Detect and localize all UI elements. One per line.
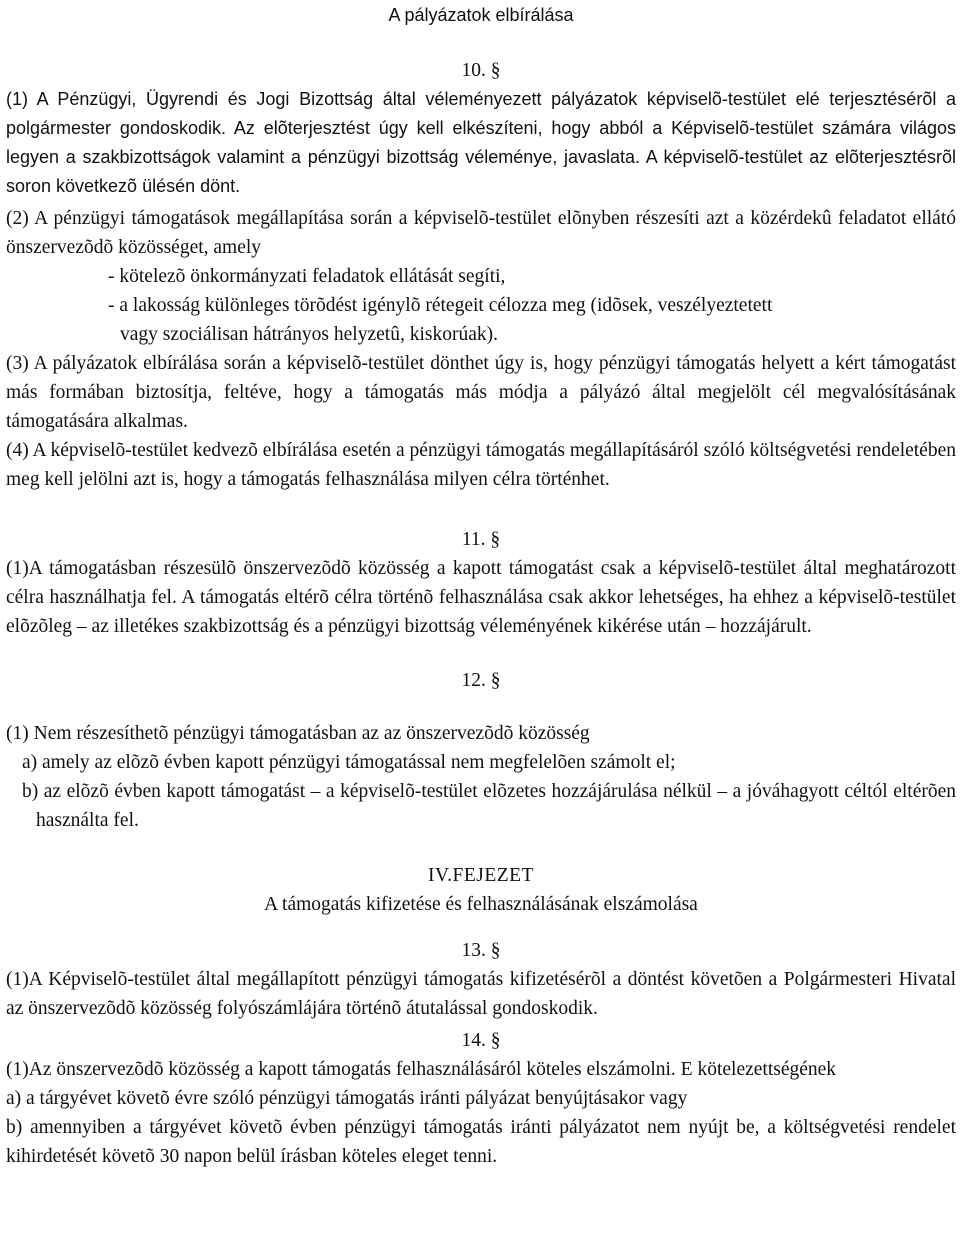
section-10-paragraph-3: (3) A pályázatok elbírálása során a képviselõ-testület dönthet úgy is, hogy pénzügyi támogatás helyett a kért támogatást más formában biztosítja, feltéve, hogy a támogatás más módja a pályázó által megjelölt cél megvalósításának támogatására alkalmas. xyxy=(6,353,956,432)
section-11-paragraph-1: (1)A támogatásban részesülõ önszervezõdõ közösség a kapott támogatást csak a képviselõ-testület által meghatározott célra használhatja fel. A támogatás eltérõ célra történõ felhasználása csak akkor lehetséges, ha ehhez a képviselõ-testület elõzõleg – az illetékes szakbizottság és a pénzügyi bizottság véleményének kikérése után – hozzájárult. xyxy=(6,558,956,637)
section-13-title: 13. § xyxy=(461,940,501,961)
section-10-bullet-2-cont: vagy szociálisan hátrányos helyzetû, kiskorúak). xyxy=(120,324,498,345)
section-14-paragraph-1: (1)Az önszervezõdõ közösség a kapott támogatás felhasználásáról köteles elszámolni. E kötelezettségének xyxy=(6,1059,837,1080)
chapter-title: A támogatás kifizetése és felhasználásának elszámolása xyxy=(264,894,698,915)
section-10-bullet-2: - a lakosság különleges törõdést igénylõ rétegeit célozza meg (idõsek, veszélyeztetett xyxy=(108,295,773,316)
section-14-title: 14. § xyxy=(461,1030,501,1051)
section-10-paragraph-2: (2) A pénzügyi támogatások megállapítása során a képviselõ-testület elõnyben részesíti azt a közérdekû feladatot ellátó önszervezõdõ közösséget, amely xyxy=(6,208,956,258)
section-14-item-b: b) amennyiben a tárgyévet követõ évben pénzügyi támogatás iránti pályázatot nem nyújt be, a költségvetési rendelet kihirdetését követõ 30 napon belül írásban köteles eleget tenni. xyxy=(6,1117,956,1167)
section-10-bullet-1: - kötelezõ önkormányzati feladatok ellátását segíti, xyxy=(108,266,506,287)
section-12-title: 12. § xyxy=(461,670,501,691)
section-12-item-a: a) amely az elõzõ évben kapott pénzügyi támogatással nem megfelelõen számolt el; xyxy=(22,752,676,773)
section-heading: A pályázatok elbírálása xyxy=(388,5,574,25)
section-13-paragraph-1: (1)A Képviselõ-testület által megállapított pénzügyi támogatás kifizetésérõl a döntést követõen a Polgármesteri Hivatal az önszervezõdõ közösség folyószámlájára történõ átutalással gondoskodik. xyxy=(6,969,956,1019)
section-14-item-a: a) a tárgyévet követõ évre szóló pénzügyi támogatás iránti pályázat benyújtásakor vagy xyxy=(6,1088,688,1109)
chapter-number: IV.FEJEZET xyxy=(428,865,534,886)
section-12-paragraph-1: (1) Nem részesíthetõ pénzügyi támogatásban az az önszervezõdõ közösség xyxy=(6,723,590,744)
section-10-paragraph-1: (1) A Pénzügyi, Ügyrendi és Jogi Bizottság által véleményezett pályázatok képviselõ-testület elé terjesztésérõl a polgármester gondoskodik. Az elõterjesztést úgy kell elkészíteni, hogy abból a Képviselõ-testület számára világos legyen a szakbizottságok valamint a pénzügyi bizottság véleménye, javaslata. A képviselõ-testület az elõterjesztésrõl soron következõ ülésén dönt. xyxy=(6,89,956,196)
document-page xyxy=(6,0,956,1171)
section-12-item-b: b) az elõzõ évben kapott támogatást – a képviselõ-testület elõzetes hozzájárulása nélkül – a jóváhagyott céltól eltérõen használta fel. xyxy=(22,781,956,831)
section-11-title: 11. § xyxy=(461,529,501,550)
section-10-paragraph-4: (4) A képviselõ-testület kedvezõ elbírálása esetén a pénzügyi támogatás megállapításáról szóló költségvetési rendeletében meg kell jelölni azt is, hogy a támogatás felhasználása milyen célra történhet. xyxy=(6,440,956,490)
section-10-title: 10. § xyxy=(461,60,501,81)
